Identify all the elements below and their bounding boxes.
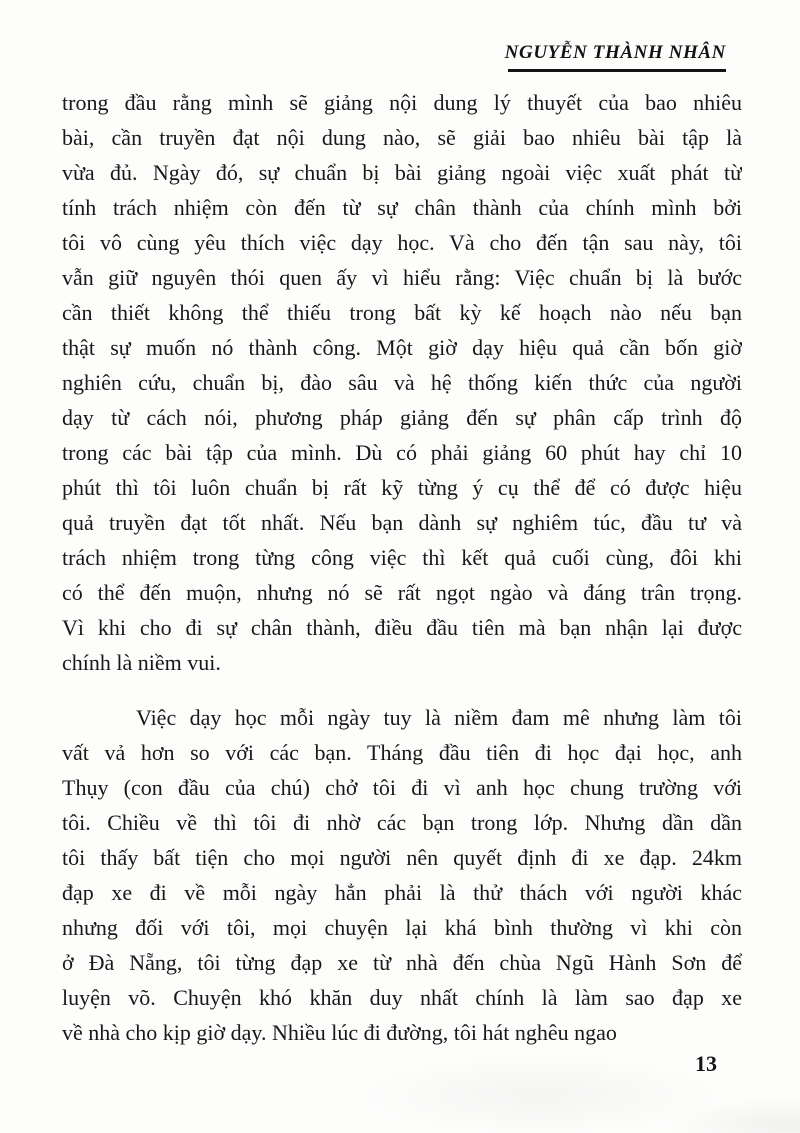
text-line: bài, cần truyền đạt nội dung nào, sẽ giải bao nhiêu bài tập là: [62, 125, 742, 150]
paragraph: [62, 700, 742, 1050]
text-line: trong các bài tập của mình. Dù có phải giảng 60 phút hay chỉ 10: [62, 440, 742, 465]
text-line: trách nhiệm trong từng công việc thì kết quả cuối cùng, đôi khi: [62, 545, 742, 570]
text-line: luyện võ. Chuyện khó khăn duy nhất chính là làm sao đạp xe: [62, 985, 742, 1010]
text-line: nghiên cứu, chuẩn bị, đào sâu và hệ thống kiến thức của người: [62, 370, 742, 395]
text-line: đạp xe đi về mỗi ngày hẳn phải là thử thách với người khác: [62, 880, 742, 905]
text-line: về nhà cho kịp giờ dạy. Nhiều lúc đi đường, tôi hát nghêu ngao: [62, 1020, 617, 1045]
text-line: thật sự muốn nó thành công. Một giờ dạy hiệu quả cần bốn giờ: [62, 335, 742, 360]
text-line: vẫn giữ nguyên thói quen ấy vì hiểu rằng: Việc chuẩn bị là bước: [62, 265, 742, 290]
text-line: Vì khi cho đi sự chân thành, điều đầu tiên mà bạn nhận lại được: [62, 615, 742, 640]
text-line: có thể đến muộn, nhưng nó sẽ rất ngọt ngào và đáng trân trọng.: [62, 580, 742, 605]
text-line: ở Đà Nẵng, tôi từng đạp xe từ nhà đến chùa Ngũ Hành Sơn để: [62, 950, 742, 975]
text-line: phút thì tôi luôn chuẩn bị rất kỹ từng ý cụ thể để có được hiệu: [62, 475, 742, 500]
text-line: Việc dạy học mỗi ngày tuy là niềm đam mê nhưng làm tôi: [136, 705, 742, 730]
text-line: tính trách nhiệm còn đến từ sự chân thành của chính mình bởi: [62, 195, 742, 220]
text-line: quả truyền đạt tốt nhất. Nếu bạn dành sự nghiêm túc, đầu tư và: [62, 510, 742, 535]
author-name: NGUYỄN THÀNH NHÂN: [504, 42, 726, 63]
page-number: 13: [695, 1051, 717, 1076]
text-line: vất vả hơn so với các bạn. Tháng đầu tiên đi học đại học, anh: [62, 740, 742, 765]
running-header: [505, 42, 726, 72]
text-line: Thụy (con đầu của chú) chở tôi đi vì anh học chung trường với: [62, 775, 742, 800]
text-line: tôi thấy bất tiện cho mọi người nên quyết định đi xe đạp. 24km: [62, 845, 742, 870]
paragraph: [62, 85, 742, 680]
text-line: trong đầu rằng mình sẽ giảng nội dung lý thuyết của bao nhiêu: [62, 90, 742, 115]
text-line: dạy từ cách nói, phương pháp giảng đến sự phân cấp trình độ: [62, 405, 742, 430]
header-rule-divider: [508, 69, 726, 72]
text-line: vừa đủ. Ngày đó, sự chuẩn bị bài giảng ngoài việc xuất phát từ: [62, 160, 742, 185]
text-line: tôi. Chiều về thì tôi đi nhờ các bạn trong lớp. Nhưng dần dần: [62, 810, 742, 835]
text-line: cần thiết không thể thiếu trong bất kỳ kế hoạch nào nếu bạn: [62, 300, 742, 325]
text-line: chính là niềm vui.: [62, 650, 221, 675]
body-text: [62, 85, 742, 1050]
text-line: tôi vô cùng yêu thích việc dạy học. Và cho đến tận sau này, tôi: [62, 230, 742, 255]
text-line: nhưng đối với tôi, mọi chuyện lại khá bình thường vì khi còn: [62, 915, 742, 940]
